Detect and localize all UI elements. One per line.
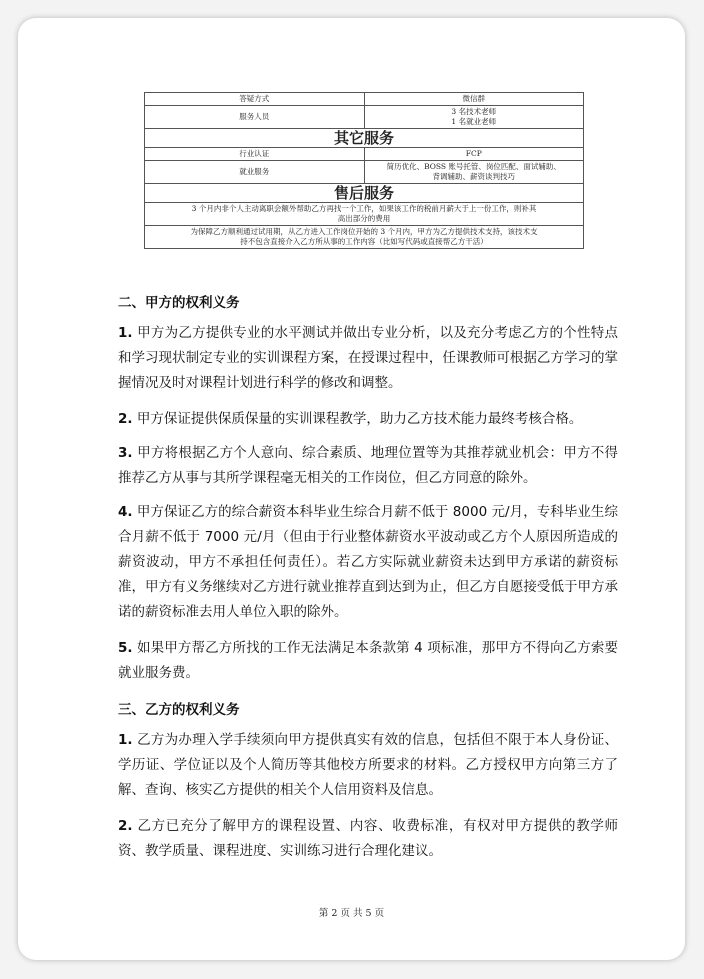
table-cell-line: 3 名技术老师 [451, 107, 497, 116]
item-text: 甲方保证提供保质保量的实训课程教学，助力乙方技术能力最终考核合格。 [136, 411, 583, 427]
item-number: 5. [118, 640, 133, 656]
item-number: 1. [118, 325, 133, 341]
document-page [18, 18, 685, 960]
table-row [145, 148, 584, 161]
table-cell [145, 226, 584, 249]
item-text: 甲方为乙方提供专业的水平测试并做出专业分析，以及充分考虑乙方的个性特点和学习现状制定专业的实训课程方案，在授课过程中，任课教师可根据乙方学习的掌握情况及时对课程计划进行科学的修改和调整。 [118, 325, 619, 391]
table-cell-line: 高出部分的费用 [337, 214, 391, 223]
paragraph [118, 500, 618, 625]
item-number: 2. [118, 411, 133, 427]
paragraph [118, 636, 618, 686]
table-row [145, 226, 584, 249]
table-cell: 答疑方式 [145, 93, 365, 106]
table-cell: 行业认证 [145, 148, 365, 161]
table-cell-line: 背调辅助、薪资谈判技巧 [432, 172, 515, 181]
item-number: 1. [118, 732, 133, 748]
item-text: 甲方保证乙方的综合薪资本科毕业生综合月薪不低于 8000 元/月，专科毕业生综合月薪不低于 7000 元/月（但由于行业整体薪资水平波动或乙方个人原因所造成的薪资波动，甲方不承担任何责任）。若乙方实际就业薪资未达到甲方承诺的薪资标准，甲方有义务继续对乙方进行就业推荐直到达到为止，但乙方自愿接受低于甲方承诺的薪资标准去用人单位入职的除外。 [118, 504, 618, 620]
table-cell-line: 1 名就业老师 [451, 117, 497, 126]
table-cell-line: 3 个月内非个人主动离职会额外帮助乙方再找一个工作，如果该工作的税前月薪大于上一份工作，则补其 [191, 204, 537, 213]
section-heading: 二、甲方的权利义务 [118, 295, 240, 311]
other-services-title: 其它服务 [145, 129, 584, 148]
item-number: 2. [118, 818, 133, 834]
paragraph [118, 407, 618, 432]
table-cell [364, 161, 584, 184]
table-cell: 就业服务 [145, 161, 365, 184]
table-row [145, 184, 584, 203]
table-row [145, 106, 584, 129]
page-number: 第 2 页 共 5 页 [318, 908, 385, 919]
item-number: 4. [118, 504, 133, 520]
item-text: 如果甲方帮乙方所找的工作无法满足本条款第 4 项标准，那甲方不得向乙方索要就业服务费。 [118, 640, 619, 681]
item-text: 乙方为办理入学手续须向甲方提供真实有效的信息，包括但不限于本人身份证、学历证、学位证以及个人简历等其他校方所要求的材料。乙方授权甲方向第三方了解、查询、核实乙方提供的相关个人信用资料及信息。 [118, 732, 619, 798]
table-row [145, 161, 584, 184]
table-cell-line: 简历优化、BOSS 账号托管、岗位匹配、面试辅助、 [386, 162, 561, 171]
after-sales-title: 售后服务 [145, 184, 584, 203]
table-cell-line: 持不包含直接介入乙方所从事的工作内容（比如写代码或直接帮乙方干活） [240, 237, 488, 246]
table-cell: 服务人员 [145, 106, 365, 129]
item-number: 3. [118, 445, 133, 461]
paragraph [118, 728, 618, 803]
item-text: 甲方将根据乙方个人意向、综合素质、地理位置等为其推荐就业机会：甲方不得推荐乙方从事与其所学课程毫无相关的工作岗位，但乙方同意的除外。 [118, 445, 619, 486]
table-row [145, 203, 584, 226]
table-cell-line: 为保障乙方顺利通过试用期，从乙方进入工作岗位开始的 3 个月内，甲方为乙方提供技术支持，该技术支 [190, 227, 538, 236]
table-cell [364, 106, 584, 129]
paragraph [118, 321, 618, 396]
table-cell [145, 203, 584, 226]
paragraph [118, 441, 618, 491]
service-table [144, 92, 584, 249]
table-cell: 微信群 [364, 93, 584, 106]
table-cell: FCP [364, 148, 584, 161]
section-heading: 三、乙方的权利义务 [118, 702, 240, 718]
table-row [145, 129, 584, 148]
item-text: 乙方已充分了解甲方的课程设置、内容、收费标准，有权对甲方提供的教学师资、教学质量、课程进度、实训练习进行合理化建议。 [118, 818, 619, 859]
paragraph [118, 814, 618, 864]
table-row [145, 93, 584, 106]
